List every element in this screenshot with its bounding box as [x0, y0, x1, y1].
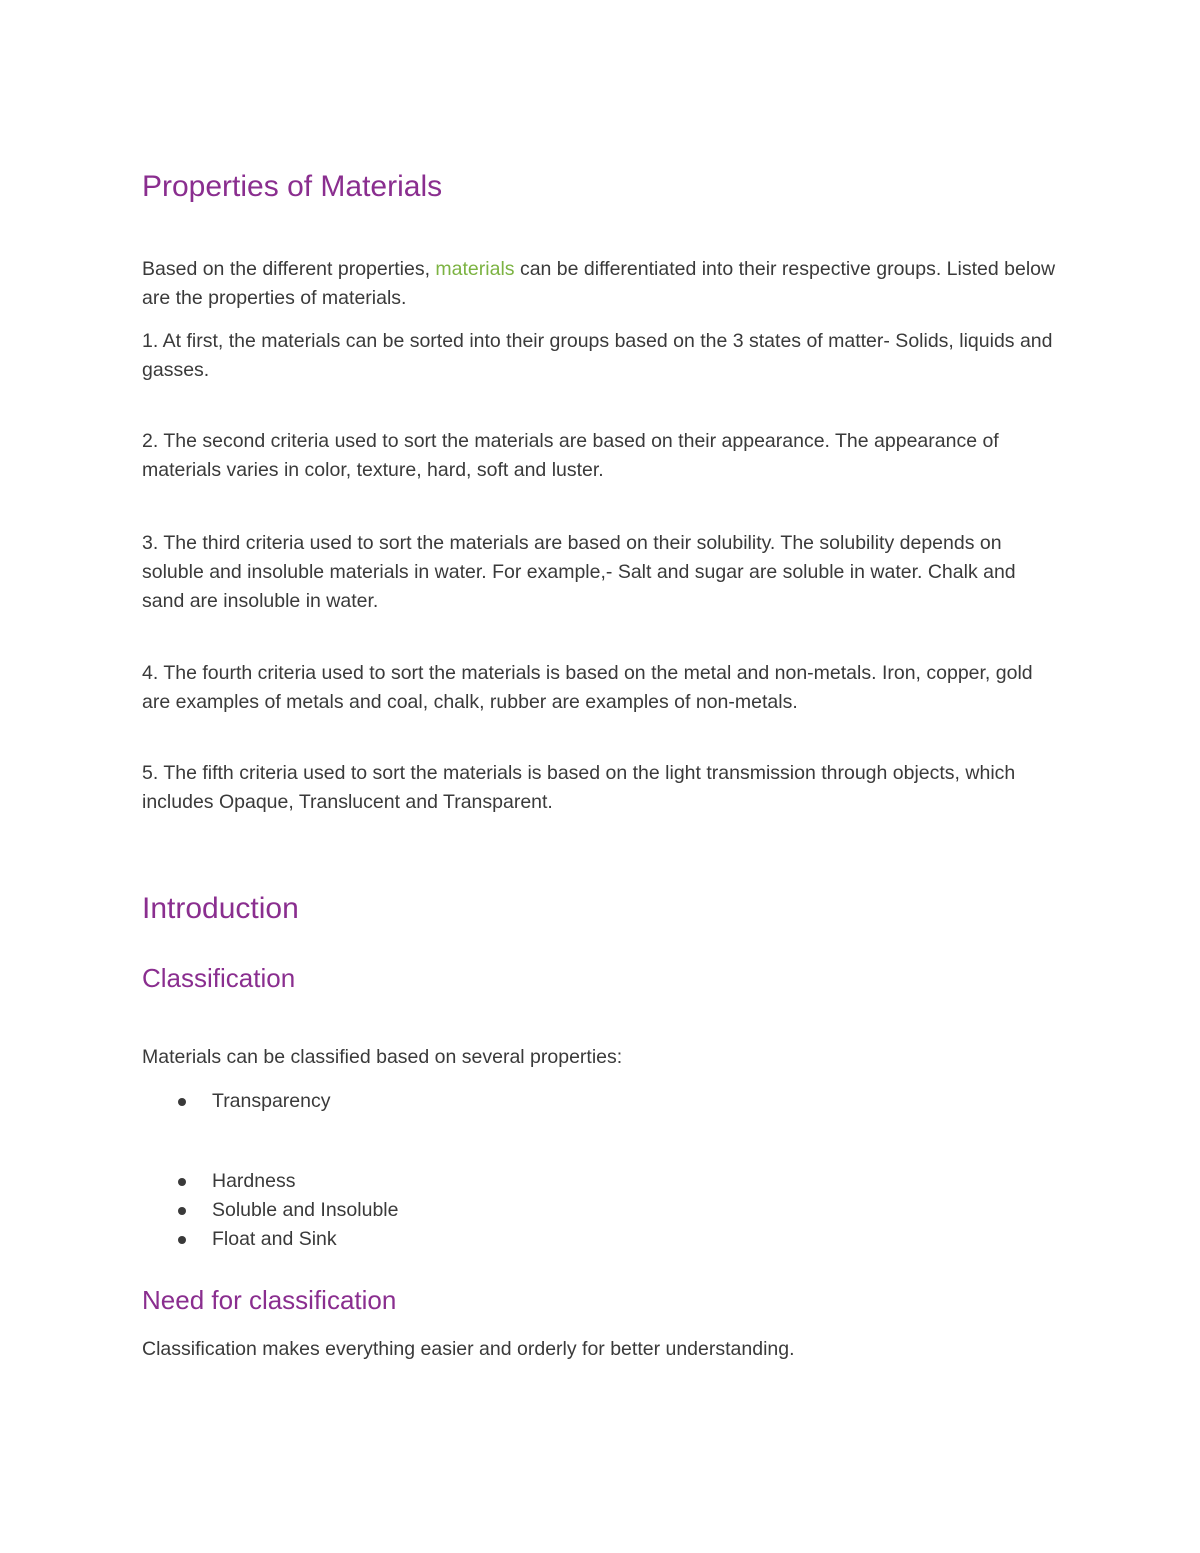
list-item-label: Hardness [212, 1170, 296, 1192]
intro-paragraph [142, 255, 1062, 313]
properties-list-continued [142, 1167, 1042, 1254]
point-5: 5. The fifth criteria used to sort the materials is based on the light transmission through objects, which includes Opaque, Translucent and Transparent. [142, 762, 1016, 813]
list-item [142, 1167, 1042, 1196]
point-3: 3. The third criteria used to sort the materials are based on their solubility. The solubility depends on soluble and insoluble materials in water. For example,- Salt and sugar are soluble in water. Chalk and sand are insoluble in water. [142, 532, 1016, 612]
point-4: 4. The fourth criteria used to sort the materials is based on the metal and non-metals. Iron, copper, gold are examples of metals and coal, chalk, rubber are examples of non-metals. [142, 662, 1033, 713]
need-for-classification-text: Classification makes everything easier and orderly for better understanding. [142, 1338, 795, 1360]
list-item-label: Float and Sink [212, 1228, 337, 1250]
list-item-label: Transparency [212, 1090, 331, 1112]
list-item-label: Soluble and Insoluble [212, 1199, 399, 1221]
introduction-heading: Introduction [142, 892, 299, 925]
intro-text-before: Based on the different properties, [142, 258, 436, 280]
intro-text-after: can be differentiated into their respective groups. Listed below are the properties of materials. [142, 258, 1056, 309]
bullet-icon [178, 1207, 186, 1215]
bullet-icon [178, 1236, 186, 1244]
need-for-classification-heading: Need for classification [142, 1285, 397, 1315]
list-item [142, 1087, 1042, 1116]
properties-list [142, 1087, 1042, 1116]
materials-link[interactable]: materials [435, 258, 515, 280]
classification-heading: Classification [142, 963, 296, 993]
bullet-icon [178, 1178, 186, 1186]
page-title: Properties of Materials [142, 170, 443, 203]
classification-intro: Materials can be classified based on several properties: [142, 1046, 623, 1068]
list-item [142, 1196, 1042, 1225]
point-1: 1. At first, the materials can be sorted into their groups based on the 3 states of matter- Solids, liquids and gasses. [142, 330, 1053, 381]
list-item [142, 1225, 1042, 1254]
bullet-icon [178, 1098, 186, 1106]
point-2: 2. The second criteria used to sort the materials are based on their appearance. The appearance of materials varies in color, texture, hard, soft and luster. [142, 430, 999, 481]
